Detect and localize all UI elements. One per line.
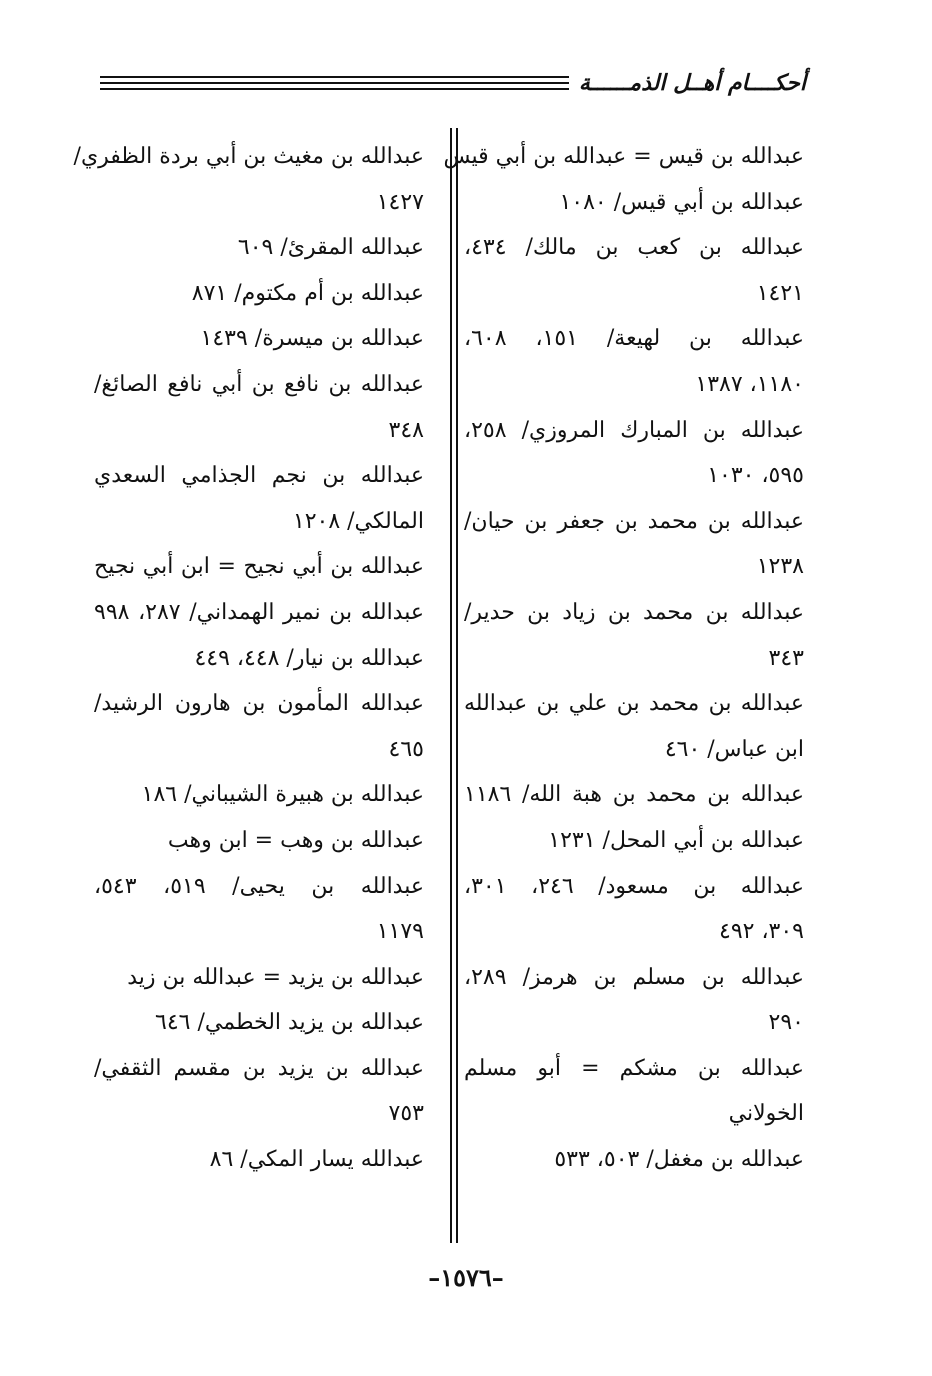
page-number: –١٥٧٦– [428, 1263, 504, 1292]
index-entry-line: عبدالله المقرئ/ ٦٠٩ [237, 235, 424, 261]
index-entry-line: عبدالله بن نمير الهمداني/ ٢٨٧، ٩٩٨ [94, 599, 424, 625]
index-entry-line: عبدالله بن كعب بن مالك/ ٤٣٤، [464, 235, 804, 261]
index-entry-line: ١١٧٩ [376, 919, 424, 945]
index-entry-line: ١١٨٠، ١٣٨٧ [695, 371, 804, 397]
index-entry-line: عبدالله بن أبي قيس/ ١٠٨٠ [559, 189, 804, 215]
index-entry-line: عبدالله بن محمد بن علي بن عبدالله [464, 691, 804, 717]
header-rule-bottom [100, 88, 596, 90]
index-entry-line: عبدالله بن محمد بن هبة الله/ ١١٨٦ [464, 782, 804, 808]
index-entry-line: عبدالله بن يزيد الخطمي/ ٦٤٦ [155, 1010, 424, 1036]
index-entry-line: ٢٩٠ [768, 1010, 804, 1036]
index-entry-line: ٧٥٣ [388, 1101, 424, 1127]
index-entry-line: ١٤٢٧ [376, 189, 424, 215]
column-divider [450, 128, 458, 1243]
index-entry-line: المالكي/ ١٢٠٨ [292, 508, 424, 534]
index-entry-line: ٣٠٩، ٤٩٢ [719, 919, 804, 945]
index-entry-line: عبدالله بن مغيث بن أبي بردة الظفري/ [73, 144, 424, 169]
index-entry-line: عبدالله بن وهب = ابن وهب [167, 827, 424, 853]
index-entry-line: عبدالله بن يزيد بن مقسم الثقفي/ [94, 1055, 424, 1081]
index-entry-line: عبدالله بن أبي المحل/ ١٢٣١ [548, 827, 804, 853]
index-column-left [73, 134, 424, 1183]
index-entry-line: عبدالله بن يحيى/ ٥١٩، ٥٤٣، [94, 873, 424, 899]
index-column-right [443, 134, 805, 1183]
index-entry-line: ابن عباس/ ٤٦٠ [664, 736, 804, 762]
index-entry-line: عبدالله بن قيس = عبدالله بن أبي قيس [443, 144, 804, 169]
header-rule-top [100, 76, 596, 78]
index-entry-line: عبدالله بن مسعود/ ٢٤٦، ٣٠١، [464, 873, 805, 899]
header-rule-middle [100, 82, 596, 84]
index-entry-line: ٤٦٥ [388, 736, 424, 762]
index-entry-line: عبدالله بن لهيعة/ ١٥١، ٦٠٨، [464, 326, 805, 352]
index-entry-line: ١٤٢١ [756, 280, 804, 306]
index-entry-line: ٣٤٨ [388, 417, 424, 443]
index-entry-line: عبدالله بن مشكم = أبو مسلم [464, 1055, 804, 1081]
index-entry-line: عبدالله بن هبيرة الشيباني/ ١٨٦ [141, 782, 424, 808]
index-entry-line: عبدالله يسار المكي/ ٨٦ [209, 1147, 424, 1173]
index-entry-line: عبدالله المأمون بن هارون الرشيد/ [94, 691, 424, 717]
index-entry-line: ٣٤٣ [768, 645, 804, 671]
index-entry-line: عبدالله بن مغفل/ ٥٠٣، ٥٣٣ [554, 1147, 804, 1173]
book-title: أحكــــام أهــل الذمــــــة [569, 66, 806, 100]
index-entry-line: عبدالله بن محمد بن جعفر بن حيان/ [464, 508, 804, 534]
index-entry-line: ٥٩٥، ١٠٣٠ [707, 463, 804, 489]
index-entry-line: عبدالله بن نيار/ ٤٤٨، ٤٤٩ [194, 645, 424, 671]
index-entry-line: عبدالله بن محمد بن زياد بن حدير/ [464, 599, 804, 625]
index-entry-line: عبدالله بن مسلم بن هرمز/ ٢٨٩، [464, 964, 804, 990]
index-entry-line: ١٢٣٨ [756, 554, 804, 580]
index-entry-line: عبدالله بن أم مكتوم/ ٨٧١ [191, 280, 424, 306]
index-entry-line: عبدالله بن ميسرة/ ١٤٣٩ [200, 326, 424, 352]
index-entry-line: عبدالله بن أبي نجيح = ابن أبي نجيح [94, 554, 424, 580]
index-entry-line: الخولاني [728, 1101, 804, 1127]
index-entry-line: عبدالله بن نجم الجذامي السعدي [94, 463, 424, 489]
index-entry-line: عبدالله بن يزيد = عبدالله بن زيد [127, 964, 424, 990]
index-entry-line: عبدالله بن المبارك المروزي/ ٢٥٨، [464, 417, 804, 443]
index-entry-line: عبدالله بن نافع بن أبي نافع الصائغ/ [94, 371, 424, 397]
running-header [100, 66, 806, 100]
